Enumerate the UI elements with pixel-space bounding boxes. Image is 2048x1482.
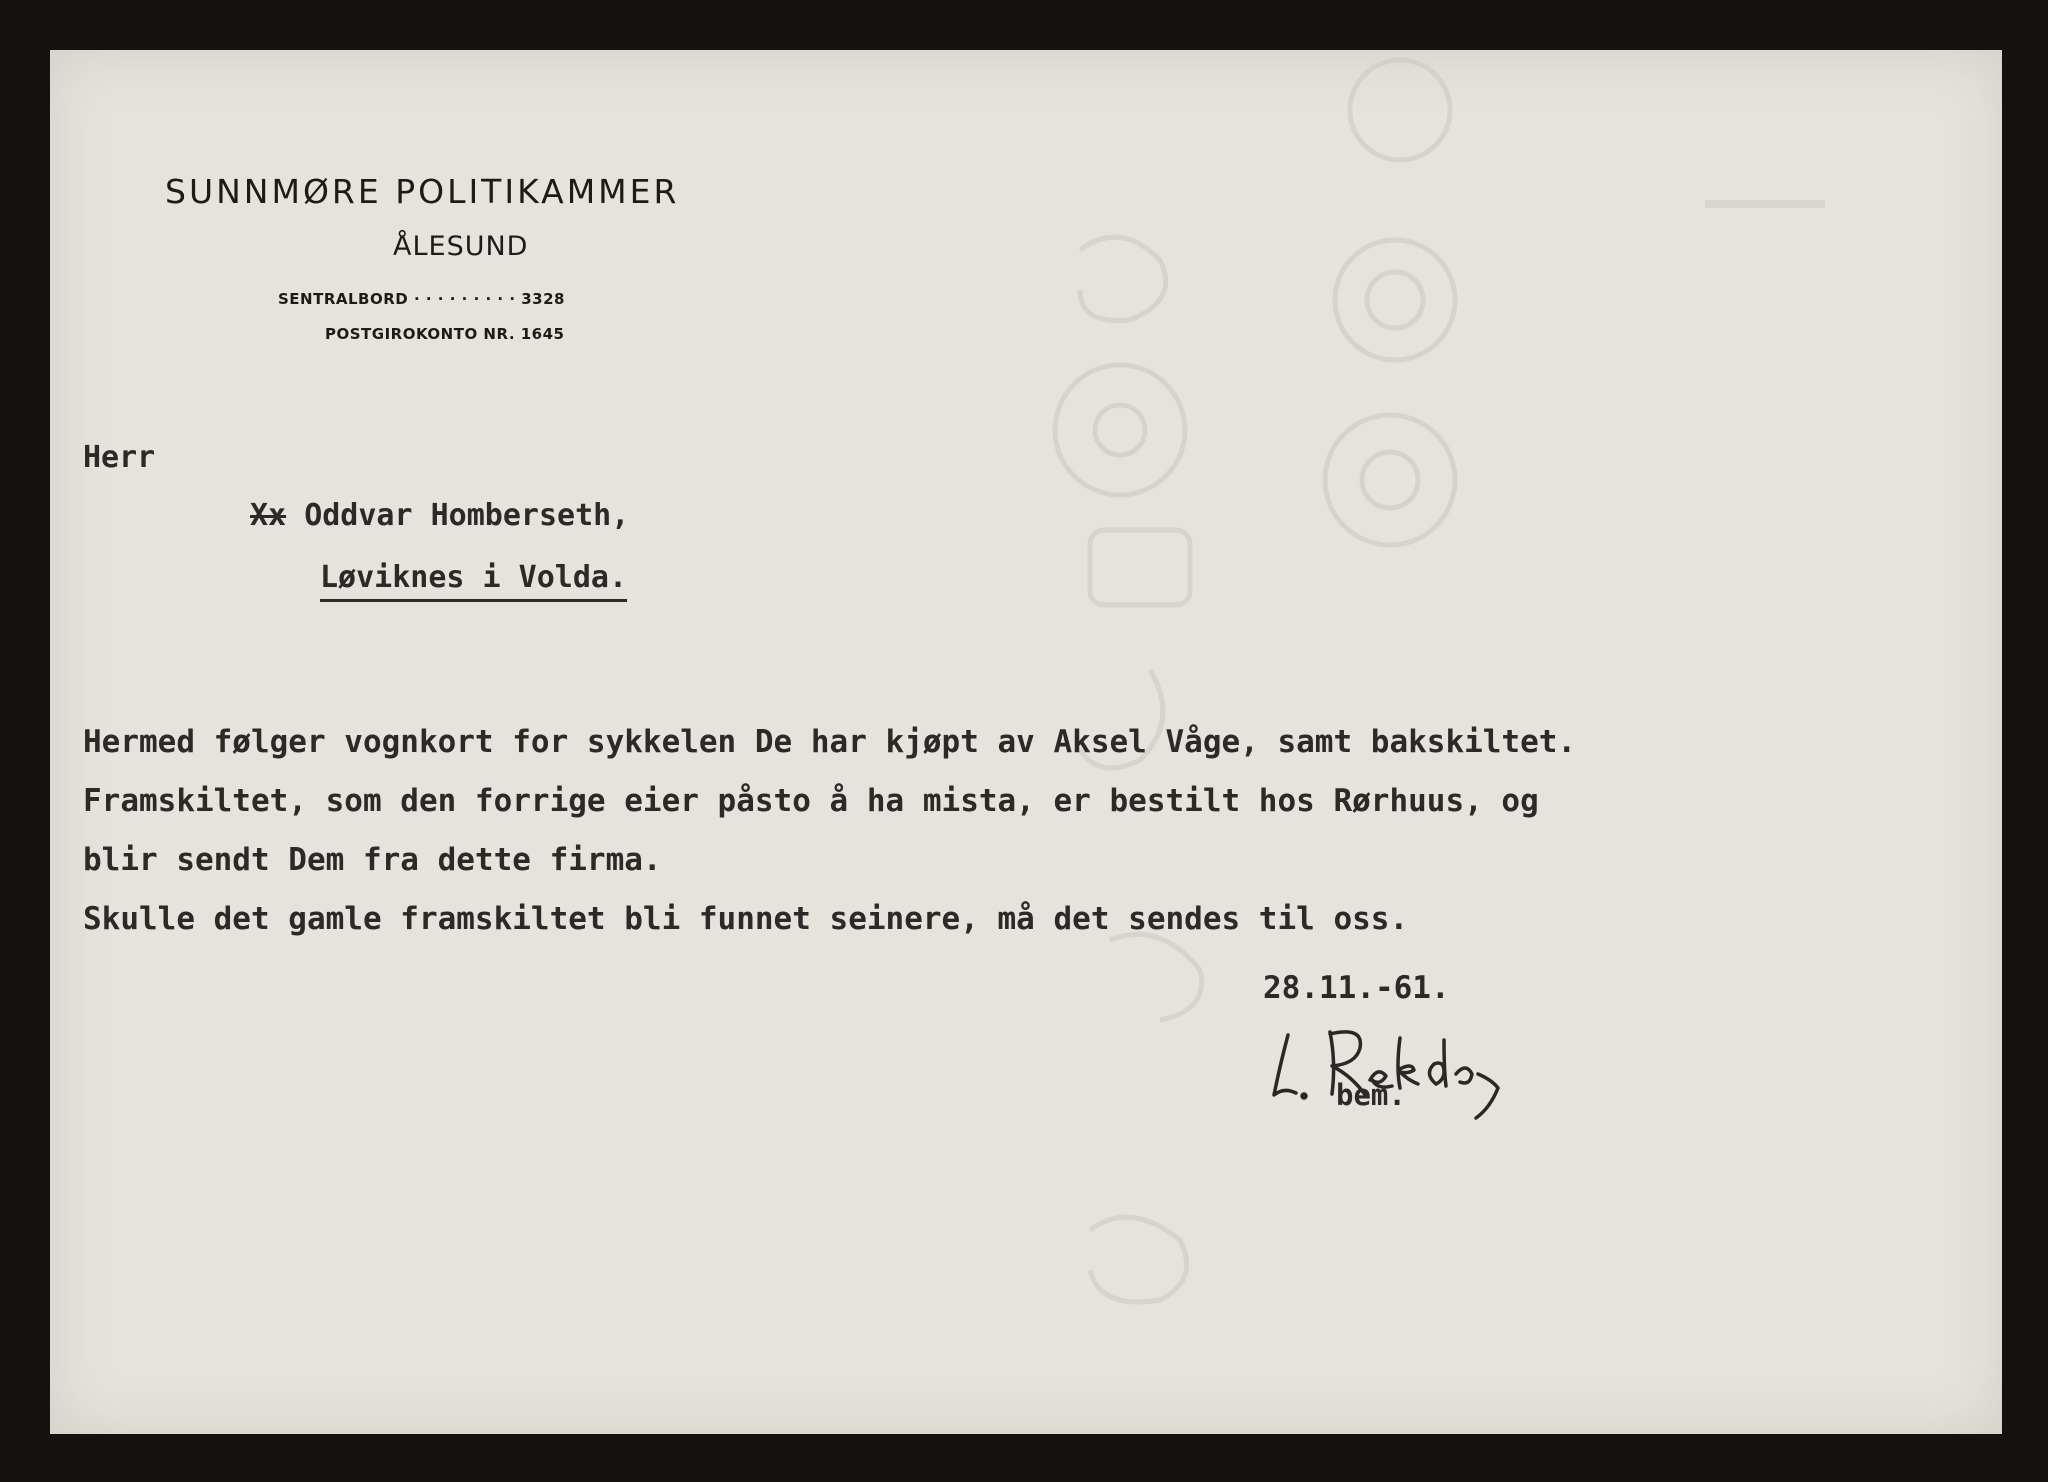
recipient-name: Oddvar Homberseth, — [304, 498, 630, 533]
letterhead-city: ÅLESUND — [393, 231, 529, 262]
salutation: Herr — [83, 440, 156, 475]
signatory-title: bem. — [1336, 1078, 1406, 1112]
letterhead-switchboard: SENTRALBORD · · · · · · · · · 3328 — [278, 290, 565, 308]
recipient-line — [250, 498, 629, 533]
body-line: blir sendt Dem fra dette firma. — [83, 842, 662, 878]
recipient-place: Løviknes i Volda. — [320, 560, 627, 602]
body-line: Hermed følger vognkort for sykkelen De har kjøpt av Aksel Våge, samt bakskiltet. — [83, 724, 1577, 760]
letterhead-giro: POSTGIROKONTO NR. 1645 — [325, 325, 565, 343]
letter-paper — [50, 50, 2002, 1434]
letterhead-name: SUNNMØRE POLITIKAMMER — [165, 172, 680, 211]
letter-date: 28.11.-61. — [1263, 970, 1450, 1006]
body-line: Framskiltet, som den forrige eier påsto å ha mista, er bestilt hos Rørhuus, og — [83, 783, 1539, 819]
struck-prefix: Xx — [250, 498, 287, 533]
letter-body — [83, 713, 1983, 949]
body-line: Skulle det gamle framskiltet bli funnet seinere, må det sendes til oss. — [83, 901, 1409, 937]
